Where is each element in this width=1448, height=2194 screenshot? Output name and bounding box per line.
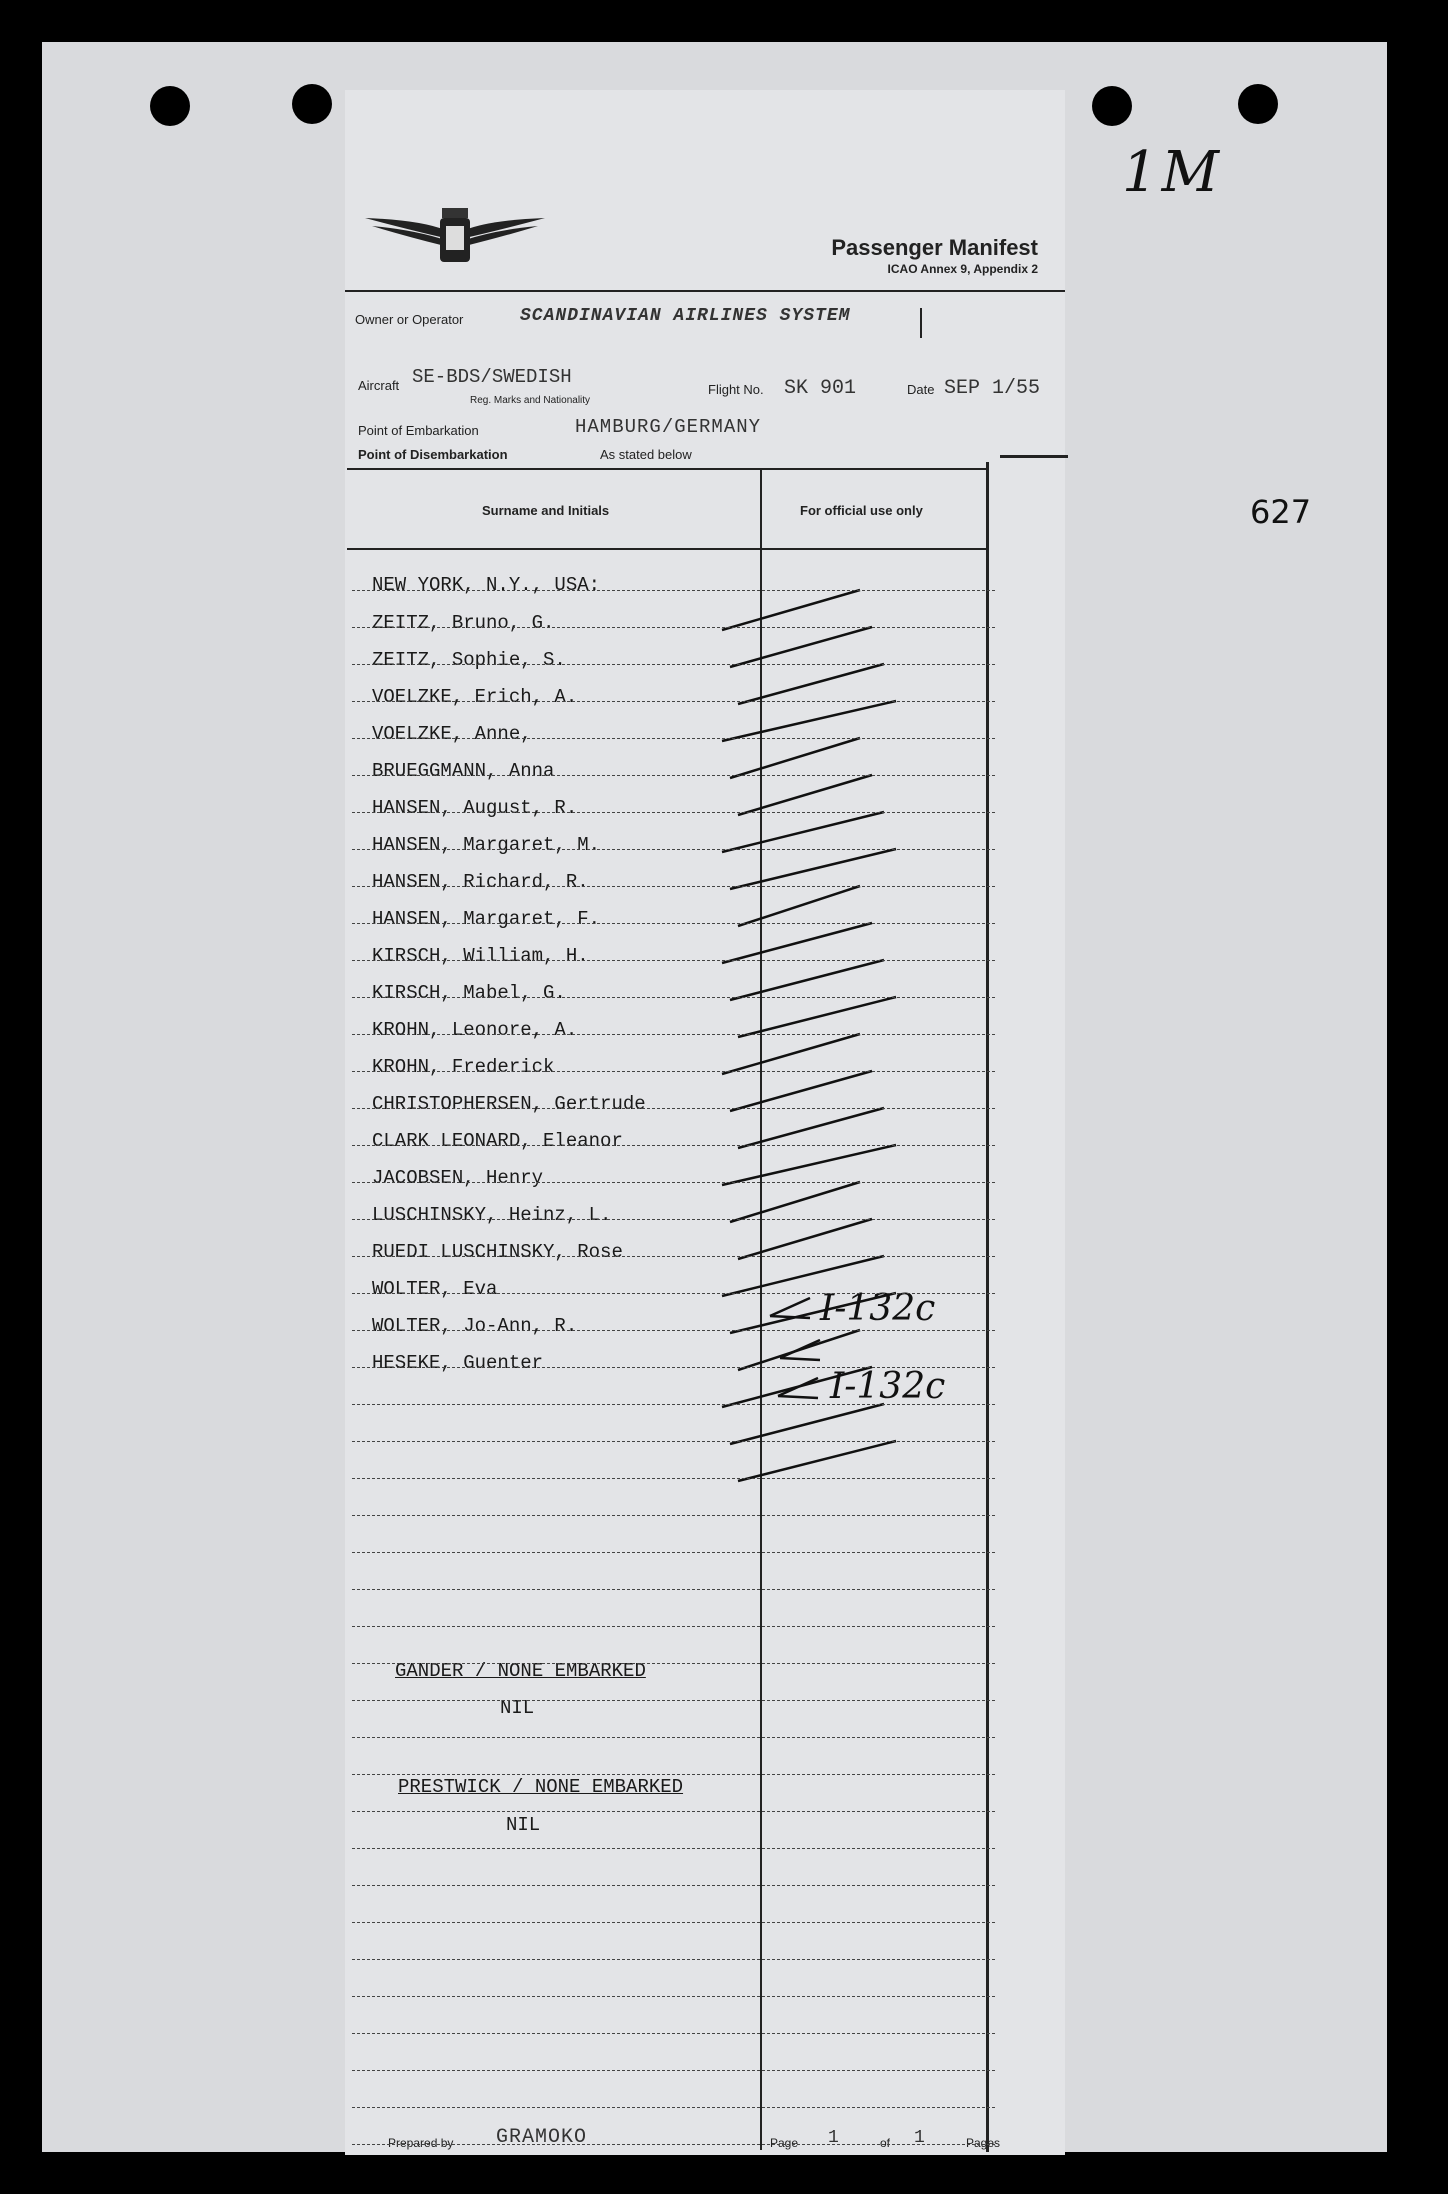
column-header-official: For official use only — [800, 503, 923, 518]
table-row-line — [352, 701, 995, 702]
flight-no-label: Flight No. — [708, 382, 764, 397]
disembarkation-label: Point of Disembarkation — [358, 447, 508, 462]
table-row-line — [352, 1034, 995, 1035]
of-value: 1 — [914, 2128, 925, 2148]
passenger-entry: JACOBSEN, Henry — [372, 1167, 544, 1189]
official-note: I-132c — [820, 1288, 936, 1329]
passenger-entry: HANSEN, August, R. — [372, 797, 578, 819]
prepared-by-label: Prepared by — [388, 2136, 454, 2150]
official-note: I-132c — [830, 1366, 946, 1407]
stop-result: NIL — [506, 1814, 541, 1836]
table-row-line — [352, 1774, 995, 1775]
table-top-rule — [347, 468, 989, 470]
document-title: Passenger Manifest — [831, 235, 1038, 260]
table-row-line — [352, 1922, 995, 1923]
table-row-line — [352, 1330, 995, 1331]
table-row-line — [352, 1219, 995, 1220]
table-row-line — [352, 960, 995, 961]
passenger-entry: ZEITZ, Sophie, S. — [372, 649, 566, 671]
table-row-line — [352, 627, 995, 628]
table-row-line — [352, 1293, 995, 1294]
passenger-entry: HANSEN, Margaret, M. — [372, 834, 601, 856]
table-row-line — [352, 1700, 995, 1701]
table-row-line — [352, 1478, 995, 1479]
table-row-line — [352, 1145, 995, 1146]
passenger-entry: WOLTER, Jo-Ann, R. — [372, 1315, 578, 1337]
table-row-line — [352, 1811, 995, 1812]
stop-label: GANDER / NONE EMBARKED — [395, 1660, 646, 1682]
embarkation-label: Point of Embarkation — [358, 423, 479, 438]
table-row-line — [352, 2070, 995, 2071]
table-right-border — [986, 462, 989, 2152]
table-row-line — [352, 1182, 995, 1183]
page-value: 1 — [828, 2128, 839, 2148]
column-divider — [760, 470, 762, 2150]
passenger-entry: KROHN, Leonore, A. — [372, 1019, 578, 1041]
aircraft-label: Aircraft — [358, 378, 400, 393]
passenger-entry: KIRSCH, Mabel, G. — [372, 982, 566, 1004]
passenger-entry: VOELZKE, Anne, — [372, 723, 532, 745]
stamped-page-number: 627 — [1250, 493, 1312, 531]
table-row-line — [352, 1367, 995, 1368]
table-row-line — [352, 2033, 995, 2034]
table-row-line — [352, 1663, 995, 1664]
table-row-line — [352, 1404, 995, 1405]
airline-wings-logo — [360, 200, 550, 280]
table-row-line — [352, 1108, 995, 1109]
embarkation-value: HAMBURG/GERMANY — [575, 416, 762, 438]
table-row-line — [352, 886, 995, 887]
pages-label: Pages — [966, 2136, 1001, 2150]
table-row-line — [352, 1441, 995, 1442]
table-row-line — [352, 1515, 995, 1516]
table-row-line — [352, 1256, 995, 1257]
passenger-entry: LUSCHINSKY, Heinz, L. — [372, 1204, 612, 1226]
table-row-line — [352, 1626, 995, 1627]
reg-marks-label: Reg. Marks and Nationality — [470, 395, 591, 406]
table-row-line — [352, 849, 995, 850]
passenger-entry: BRUEGGMANN, Anna — [372, 760, 555, 782]
date-value: SEP 1/55 — [944, 377, 1041, 400]
table-row-line — [352, 1959, 995, 1960]
disembarkation-value: As stated below — [600, 447, 692, 462]
of-label: of — [880, 2136, 891, 2150]
table-row-line — [352, 775, 995, 776]
passenger-entry: HESEKE, Guenter — [372, 1352, 544, 1374]
table-row-line — [352, 923, 995, 924]
passenger-entry: KROHN, Frederick — [372, 1056, 555, 1078]
table-row-line — [352, 590, 995, 591]
header-rule — [345, 290, 1065, 292]
passenger-entry: RUEDI LUSCHINSKY, Rose — [372, 1241, 623, 1263]
punch-hole — [1238, 84, 1278, 124]
passenger-entry: CHRISTOPHERSEN, Gertrude — [372, 1093, 646, 1115]
table-row-line — [352, 1848, 995, 1849]
punch-hole — [292, 84, 332, 124]
table-row-line — [352, 1071, 995, 1072]
document-subtitle: ICAO Annex 9, Appendix 2 — [887, 262, 1038, 276]
punch-hole — [1092, 86, 1132, 126]
table-row-line — [352, 2107, 995, 2108]
form-tab-edge — [1000, 455, 1068, 458]
stop-result: NIL — [500, 1697, 535, 1719]
table-row-line — [352, 1589, 995, 1590]
stop-label: PRESTWICK / NONE EMBARKED — [398, 1776, 684, 1798]
table-row-line — [352, 812, 995, 813]
passenger-entry: HANSEN, Margaret, F. — [372, 908, 601, 930]
table-row-line — [352, 2144, 995, 2145]
table-row-line — [352, 664, 995, 665]
passenger-entry: KIRSCH, William, H. — [372, 945, 589, 967]
destination-heading: NEW YORK, N.Y., USA: — [372, 574, 601, 596]
table-row-line — [352, 1737, 995, 1738]
passenger-entry: CLARK LEONARD, Eleanor — [372, 1130, 623, 1152]
table-row-line — [352, 1885, 995, 1886]
page-label: Page — [770, 2136, 799, 2150]
table-header-rule — [347, 548, 989, 550]
date-label: Date — [907, 382, 935, 397]
flight-no-value: SK 901 — [784, 377, 857, 400]
column-header-name: Surname and Initials — [482, 503, 610, 518]
corner-handwritten-mark: 1M — [1122, 140, 1223, 205]
table-row-line — [352, 738, 995, 739]
passenger-entry: VOELZKE, Erich, A. — [372, 686, 578, 708]
prepared-by-value: GRAMOKO — [496, 2126, 588, 2149]
table-row-line — [352, 1552, 995, 1553]
owner-value: SCANDINAVIAN AIRLINES SYSTEM — [520, 306, 851, 326]
passenger-entry: ZEITZ, Bruno, G. — [372, 612, 555, 634]
owner-end-mark — [920, 308, 922, 338]
owner-label: Owner or Operator — [355, 312, 464, 327]
punch-hole — [150, 86, 190, 126]
aircraft-value: SE-BDS/SWEDISH — [412, 366, 572, 388]
table-row-line — [352, 997, 995, 998]
table-row-line — [352, 1996, 995, 1997]
passenger-entry: HANSEN, Richard, R. — [372, 871, 589, 893]
passenger-entry: WOLTER, Eva — [372, 1278, 498, 1300]
